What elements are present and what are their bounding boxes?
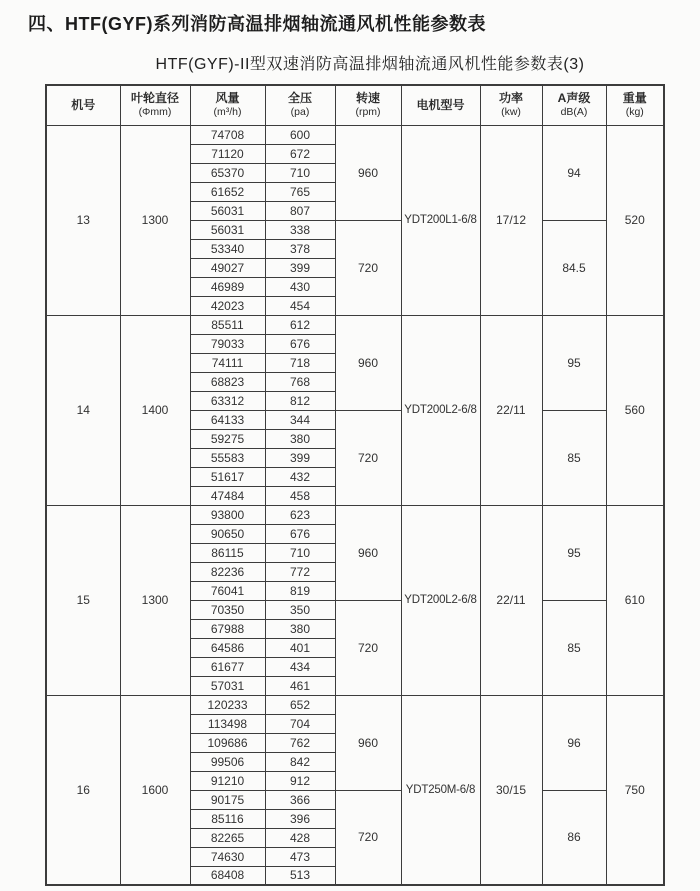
speed-cell: 720	[335, 220, 401, 315]
speed-cell: 960	[335, 505, 401, 600]
pressure-cell: 513	[265, 866, 335, 885]
header-speed: 转速 (rpm)	[335, 85, 401, 125]
pressure-cell: 366	[265, 790, 335, 809]
header-airflow: 风量 (m³/h)	[190, 85, 265, 125]
pressure-cell: 623	[265, 505, 335, 524]
pressure-cell: 461	[265, 676, 335, 695]
airflow-cell: 67988	[190, 619, 265, 638]
pressure-cell: 676	[265, 524, 335, 543]
pressure-cell: 762	[265, 733, 335, 752]
airflow-cell: 93800	[190, 505, 265, 524]
airflow-cell: 59275	[190, 429, 265, 448]
airflow-cell: 82265	[190, 828, 265, 847]
weight-cell: 750	[606, 695, 664, 885]
pressure-cell: 399	[265, 448, 335, 467]
speed-cell: 720	[335, 790, 401, 885]
pressure-cell: 612	[265, 315, 335, 334]
pressure-cell: 458	[265, 486, 335, 505]
airflow-cell: 56031	[190, 201, 265, 220]
airflow-cell: 120233	[190, 695, 265, 714]
airflow-cell: 82236	[190, 562, 265, 581]
airflow-cell: 91210	[190, 771, 265, 790]
pressure-cell: 710	[265, 543, 335, 562]
pressure-cell: 672	[265, 144, 335, 163]
impeller-diameter-cell: 1300	[120, 125, 190, 315]
airflow-cell: 61652	[190, 182, 265, 201]
header-motor-model: 电机型号	[401, 85, 480, 125]
noise-cell: 95	[542, 505, 606, 600]
table-body	[46, 125, 664, 885]
header-total-pressure: 全压 (pa)	[265, 85, 335, 125]
table-row	[46, 315, 664, 334]
airflow-cell: 90175	[190, 790, 265, 809]
header-power: 功率 (kw)	[480, 85, 542, 125]
page-title: 四、HTF(GYF)系列消防高温排烟轴流通风机性能参数表	[28, 14, 486, 34]
pressure-cell: 380	[265, 429, 335, 448]
pressure-cell: 380	[265, 619, 335, 638]
pressure-cell: 768	[265, 372, 335, 391]
power-cell: 22/11	[480, 315, 542, 505]
airflow-cell: 90650	[190, 524, 265, 543]
motor-model-cell: YDT250M-6/8	[401, 695, 480, 885]
pressure-cell: 378	[265, 239, 335, 258]
pressure-cell: 710	[265, 163, 335, 182]
airflow-cell: 99506	[190, 752, 265, 771]
noise-cell: 95	[542, 315, 606, 410]
airflow-cell: 49027	[190, 258, 265, 277]
airflow-cell: 53340	[190, 239, 265, 258]
pressure-cell: 819	[265, 581, 335, 600]
weight-cell: 560	[606, 315, 664, 505]
airflow-cell: 61677	[190, 657, 265, 676]
motor-model-cell: YDT200L1-6/8	[401, 125, 480, 315]
airflow-cell: 79033	[190, 334, 265, 353]
weight-cell: 520	[606, 125, 664, 315]
airflow-cell: 74630	[190, 847, 265, 866]
airflow-cell: 85511	[190, 315, 265, 334]
airflow-cell: 46989	[190, 277, 265, 296]
airflow-cell: 74708	[190, 125, 265, 144]
speed-cell: 960	[335, 125, 401, 220]
header-impeller-diameter: 叶轮直径 (Φmm)	[120, 85, 190, 125]
pressure-cell: 350	[265, 600, 335, 619]
pressure-cell: 399	[265, 258, 335, 277]
header-noise-level: A声级 dB(A)	[542, 85, 606, 125]
header-model-no: 机号	[46, 85, 120, 125]
speed-cell: 720	[335, 410, 401, 505]
pressure-cell: 401	[265, 638, 335, 657]
fan-performance-table	[45, 84, 665, 886]
airflow-cell: 71120	[190, 144, 265, 163]
airflow-cell: 51617	[190, 467, 265, 486]
airflow-cell: 47484	[190, 486, 265, 505]
pressure-cell: 430	[265, 277, 335, 296]
pressure-cell: 396	[265, 809, 335, 828]
airflow-cell: 64586	[190, 638, 265, 657]
motor-model-cell: YDT200L2-6/8	[401, 505, 480, 695]
pressure-cell: 428	[265, 828, 335, 847]
pressure-cell: 704	[265, 714, 335, 733]
motor-model-cell: YDT200L2-6/8	[401, 315, 480, 505]
airflow-cell: 55583	[190, 448, 265, 467]
model-no-cell: 16	[46, 695, 120, 885]
pressure-cell: 807	[265, 201, 335, 220]
airflow-cell: 68823	[190, 372, 265, 391]
speed-cell: 960	[335, 315, 401, 410]
pressure-cell: 676	[265, 334, 335, 353]
header-weight: 重量 (kg)	[606, 85, 664, 125]
power-cell: 30/15	[480, 695, 542, 885]
airflow-cell: 76041	[190, 581, 265, 600]
pressure-cell: 473	[265, 847, 335, 866]
pressure-cell: 842	[265, 752, 335, 771]
power-cell: 17/12	[480, 125, 542, 315]
pressure-cell: 434	[265, 657, 335, 676]
model-no-cell: 13	[46, 125, 120, 315]
airflow-cell: 85116	[190, 809, 265, 828]
airflow-cell: 64133	[190, 410, 265, 429]
speed-cell: 720	[335, 600, 401, 695]
table-row	[46, 695, 664, 714]
pressure-cell: 652	[265, 695, 335, 714]
pressure-cell: 772	[265, 562, 335, 581]
noise-cell: 85	[542, 600, 606, 695]
noise-cell: 96	[542, 695, 606, 790]
speed-cell: 960	[335, 695, 401, 790]
airflow-cell: 57031	[190, 676, 265, 695]
weight-cell: 610	[606, 505, 664, 695]
airflow-cell: 70350	[190, 600, 265, 619]
noise-cell: 84.5	[542, 220, 606, 315]
airflow-cell: 86115	[190, 543, 265, 562]
airflow-cell: 109686	[190, 733, 265, 752]
pressure-cell: 765	[265, 182, 335, 201]
table-header-row	[46, 85, 664, 125]
pressure-cell: 812	[265, 391, 335, 410]
table-row	[46, 125, 664, 144]
pressure-cell: 432	[265, 467, 335, 486]
impeller-diameter-cell: 1400	[120, 315, 190, 505]
pressure-cell: 338	[265, 220, 335, 239]
impeller-diameter-cell: 1300	[120, 505, 190, 695]
pressure-cell: 454	[265, 296, 335, 315]
power-cell: 22/11	[480, 505, 542, 695]
airflow-cell: 63312	[190, 391, 265, 410]
table-row	[46, 505, 664, 524]
airflow-cell: 113498	[190, 714, 265, 733]
noise-cell: 86	[542, 790, 606, 885]
pressure-cell: 912	[265, 771, 335, 790]
airflow-cell: 68408	[190, 866, 265, 885]
noise-cell: 85	[542, 410, 606, 505]
airflow-cell: 42023	[190, 296, 265, 315]
airflow-cell: 65370	[190, 163, 265, 182]
noise-cell: 94	[542, 125, 606, 220]
table-subtitle: HTF(GYF)-II型双速消防高温排烟轴流通风机性能参数表(3)	[155, 56, 585, 73]
model-no-cell: 15	[46, 505, 120, 695]
pressure-cell: 718	[265, 353, 335, 372]
pressure-cell: 600	[265, 125, 335, 144]
impeller-diameter-cell: 1600	[120, 695, 190, 885]
airflow-cell: 74111	[190, 353, 265, 372]
airflow-cell: 56031	[190, 220, 265, 239]
model-no-cell: 14	[46, 315, 120, 505]
pressure-cell: 344	[265, 410, 335, 429]
